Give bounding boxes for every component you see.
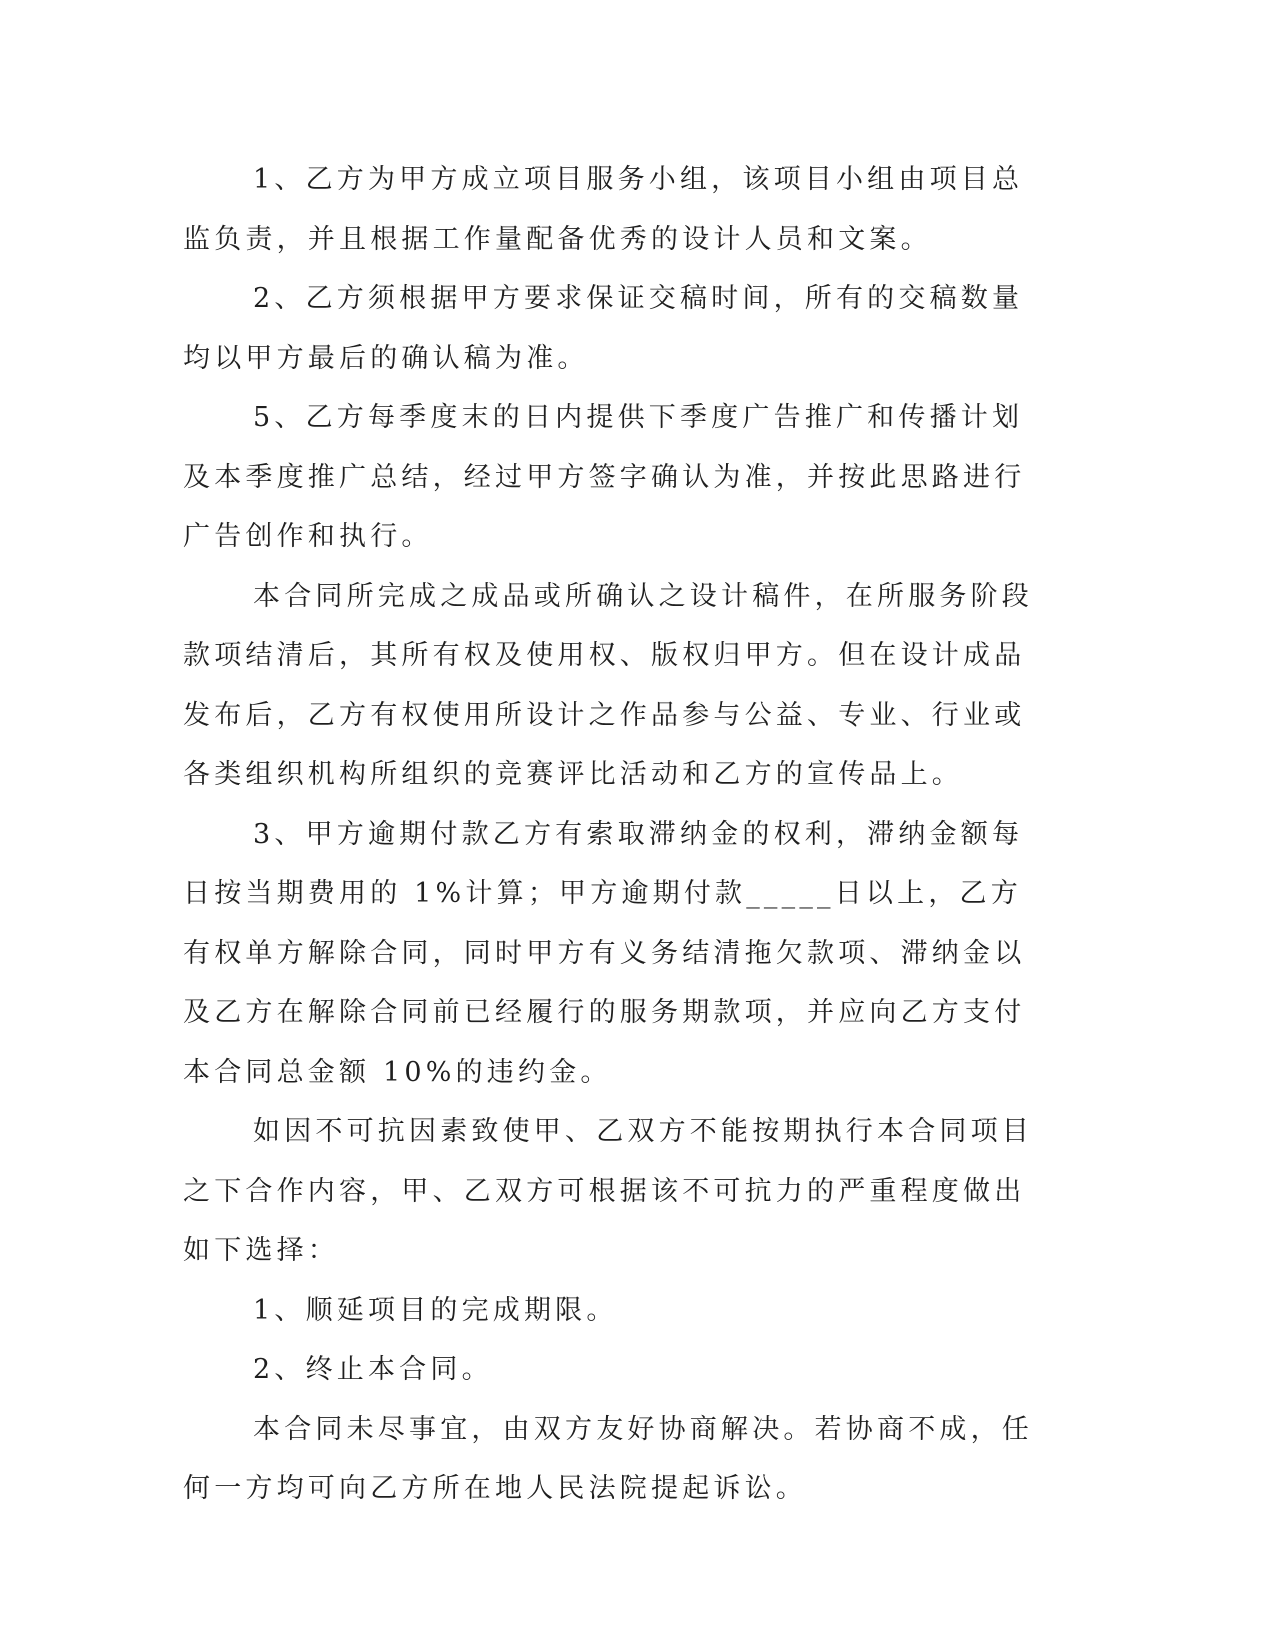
paragraph-delivery-time: 2、乙方须根据甲方要求保证交稿时间，所有的交稿数量均以甲方最后的确认稿为准。 <box>183 283 1024 374</box>
paragraph-quarterly-plan: 5、乙方每季度末的日内提供下季度广告推广和传播计划及本季度推广总结，经过甲方签字确认为准，并按此思路进行广告创作和执行。 <box>183 402 1026 552</box>
paragraph-force-majeure: 如因不可抗因素致使甲、乙双方不能按期执行本合同项目之下合作内容，甲、乙双方可根据该不可抗力的严重程度做出如下选择： <box>183 1116 1033 1266</box>
paragraph-option-extend: 1、顺延项目的完成期限。 <box>253 1294 618 1326</box>
paragraph-team-setup: 1、乙方为甲方成立项目服务小组，该项目小组由项目总监负责，并且根据工作量配备优秀的设计人员和文案。 <box>183 164 1024 255</box>
paragraph-late-payment: 3、甲方逾期付款乙方有索取滞纳金的权利，滞纳金额每日按当期费用的 1%计算；甲方逾期付款_____日以上，乙方有权单方解除合同，同时甲方有义务结清拖欠款项、滞纳金以及乙方在解除合同前已经履行的服务期款项，并应向乙方支付本合同总金额 10%的违约金。 <box>183 818 1026 1088</box>
paragraph-dispute-resolution: 本合同未尽事宜，由双方友好协商解决。若协商不成，任何一方均可向乙方所在地人民法院提起诉讼。 <box>183 1413 1033 1504</box>
paragraph-option-terminate: 2、终止本合同。 <box>253 1354 493 1385</box>
paragraph-ownership: 本合同所完成之成品或所确认之设计稿件，在所服务阶段款项结清后，其所有权及使用权、版权归甲方。但在设计成品发布后，乙方有权使用所设计之作品参与公益、专业、行业或各类组织机构所组织的竞赛评比活动和乙方的宣传品上。 <box>183 580 1033 790</box>
document-body <box>183 150 1033 1519</box>
